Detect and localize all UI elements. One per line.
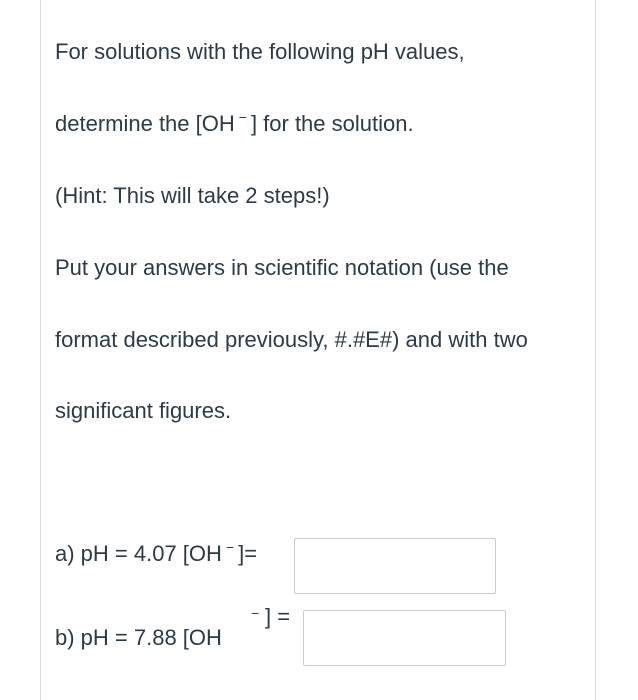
instruction-line-2 [55,111,414,139]
instruction-line-2-pre: determine the [OH [55,111,235,136]
hydroxide-superscript: − [238,109,247,125]
question-a-label [55,541,257,569]
answer-b-input[interactable] [303,610,506,666]
question-b-label: b) pH = 7.88 [OH [55,625,222,650]
answer-a-input[interactable] [294,538,496,594]
question-a-label-post: ]= [238,541,258,566]
question-b-label-post: ] = [265,604,291,629]
instruction-line-1: For solutions with the following pH values, [55,39,465,64]
hint-text: (Hint: This will take 2 steps!) [55,183,330,208]
instruction-line-6: significant figures. [55,398,232,423]
question-a-superscript: − [225,539,235,555]
question-b-superscript: − [251,605,260,621]
instruction-line-5: format described previously, #.#E#) and with two [55,327,528,352]
instruction-line-2-post: ] for the solution. [250,111,414,136]
instruction-line-4: Put your answers in scientific notation (use the [55,255,509,280]
question-a-label-pre: a) pH = 4.07 [OH [55,541,222,566]
